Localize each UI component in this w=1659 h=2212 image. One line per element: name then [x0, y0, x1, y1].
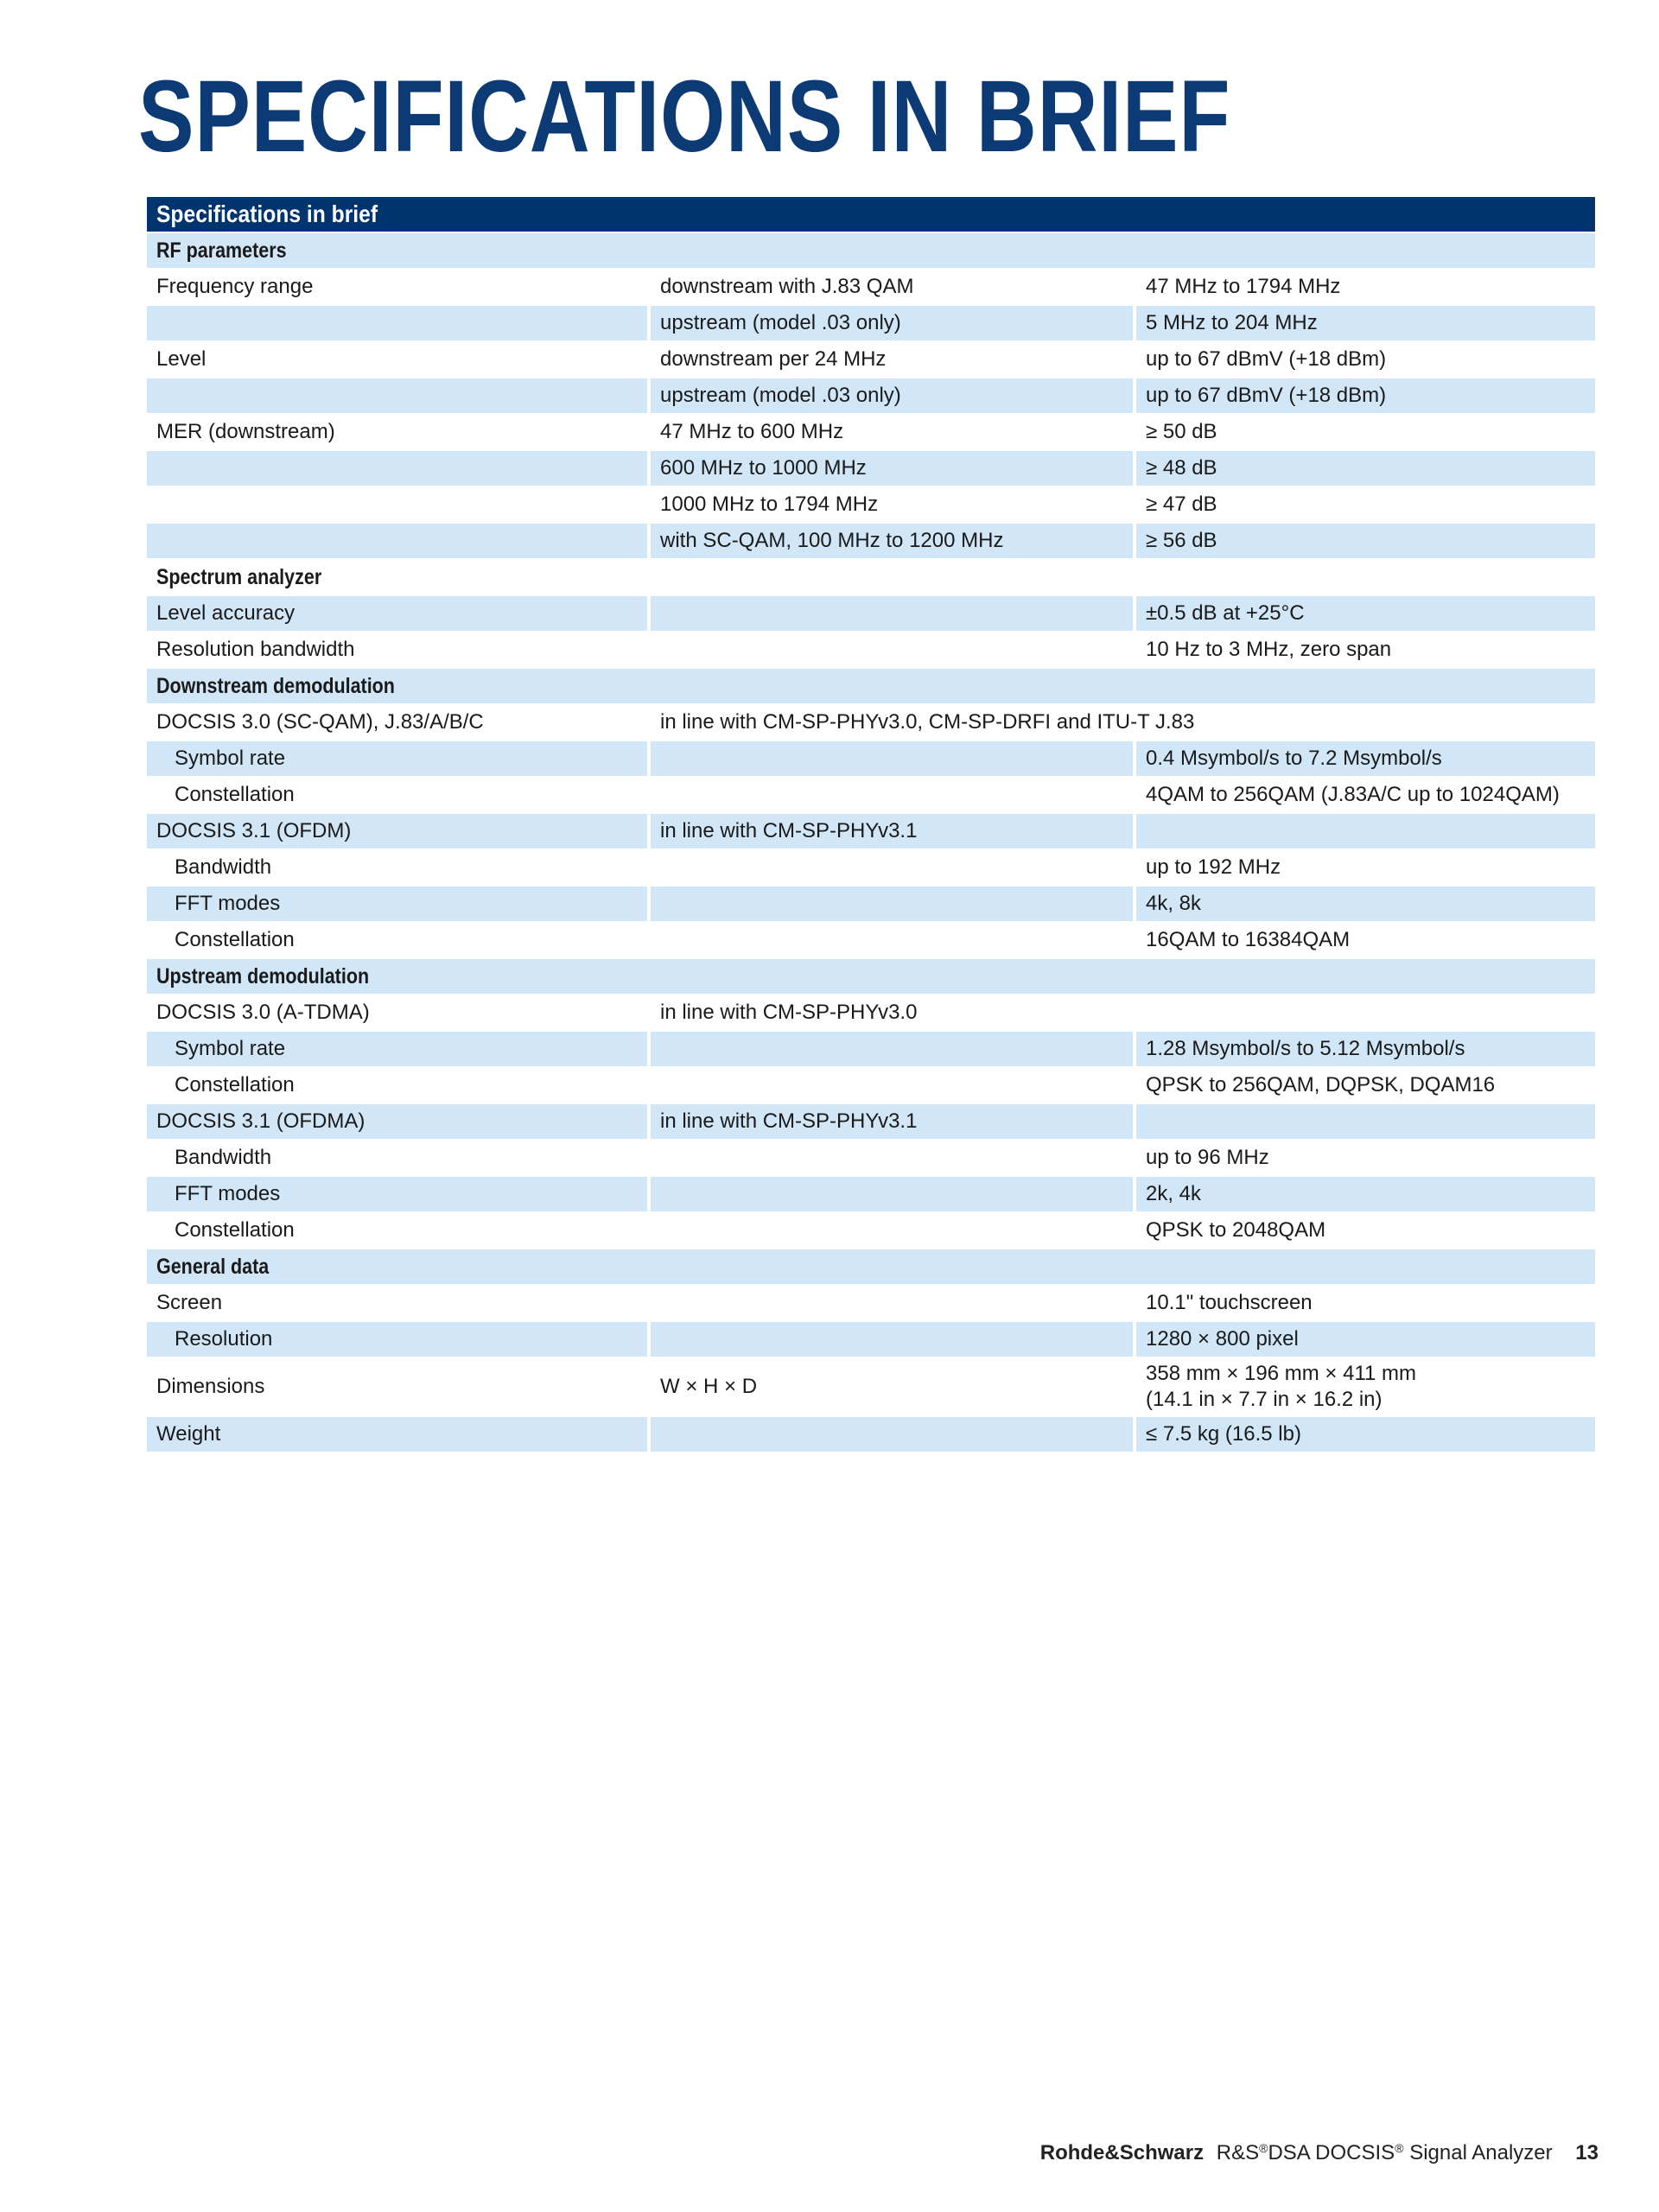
table-row: Bandwidth up to 192 MHz: [147, 850, 1595, 887]
table-row: Dimensions W × H × D 358 mm × 196 mm × 411 mm (14.1 in × 7.7 in × 16.2 in): [147, 1358, 1595, 1417]
table-row: Resolution 1280 × 800 pixel: [147, 1322, 1595, 1358]
section-header-upstream-demodulation: Upstream demodulation: [147, 959, 1595, 995]
brand-name: Rohde&Schwarz: [1039, 2141, 1205, 2164]
table-row: Resolution bandwidth 10 Hz to 3 MHz, zero span: [147, 632, 1595, 669]
table-row: MER (downstream) 47 MHz to 600 MHz ≥ 50 dB: [147, 415, 1595, 451]
page-number: 13: [1575, 2141, 1599, 2164]
product-suffix: Signal Analyzer: [1409, 2141, 1553, 2164]
table-row: Symbol rate 1.28 Msymbol/s to 5.12 Msymbol/s: [147, 1032, 1595, 1068]
table-row: DOCSIS 3.1 (OFDM) in line with CM-SP-PHYv3.1: [147, 814, 1595, 850]
table-caption-row: [147, 197, 1595, 233]
section-header-rf-parameters: RF parameters: [147, 233, 1595, 270]
table-row: 600 MHz to 1000 MHz ≥ 48 dB: [147, 451, 1595, 487]
table-row: Constellation QPSK to 256QAM, DQPSK, DQAM16: [147, 1068, 1595, 1104]
table-row: Constellation 16QAM to 16384QAM: [147, 923, 1595, 959]
registered-mark: ®: [1259, 2141, 1268, 2155]
table-caption: Specifications in brief: [147, 197, 1595, 233]
table-row: Constellation 4QAM to 256QAM (J.83A/C up to 1024QAM): [147, 778, 1595, 814]
page-footer: [1040, 2141, 1599, 2165]
table-row: FFT modes 2k, 4k: [147, 1177, 1595, 1213]
table-row: FFT modes 4k, 8k: [147, 887, 1595, 923]
table-row: Bandwidth up to 96 MHz: [147, 1141, 1595, 1177]
table-row: DOCSIS 3.0 (A-TDMA) in line with CM-SP-PHYv3.0: [147, 995, 1595, 1032]
product-prefix: R&S: [1216, 2141, 1260, 2164]
table-row: Screen 10.1" touchscreen: [147, 1286, 1595, 1322]
section-header-spectrum-analyzer: Spectrum analyzer: [147, 560, 1595, 596]
table-row: upstream (model .03 only) up to 67 dBmV (+18 dBm): [147, 378, 1595, 415]
table-row: upstream (model .03 only) 5 MHz to 204 MHz: [147, 306, 1595, 342]
registered-mark-2: ®: [1395, 2141, 1404, 2155]
table-row: Weight ≤ 7.5 kg (16.5 lb): [147, 1417, 1595, 1453]
section-header-general-data: General data: [147, 1249, 1595, 1286]
section-header-downstream-demodulation: Downstream demodulation: [147, 669, 1595, 705]
dimensions-metric: 358 mm × 196 mm × 411 mm: [1146, 1362, 1417, 1385]
specifications-table: [147, 197, 1595, 1453]
table-row: DOCSIS 3.1 (OFDMA) in line with CM-SP-PHYv3.1: [147, 1104, 1595, 1141]
table-row: DOCSIS 3.0 (SC-QAM), J.83/A/B/C in line with CM-SP-PHYv3.0, CM-SP-DRFI and ITU-T J.83: [147, 705, 1595, 741]
table-row: Symbol rate 0.4 Msymbol/s to 7.2 Msymbol/s: [147, 741, 1595, 778]
table-row: Level accuracy ±0.5 dB at +25°C: [147, 596, 1595, 632]
table-row: with SC-QAM, 100 MHz to 1200 MHz ≥ 56 dB: [147, 524, 1595, 560]
table-row: Level downstream per 24 MHz up to 67 dBmV (+18 dBm): [147, 342, 1595, 378]
table-row: Constellation QPSK to 2048QAM: [147, 1213, 1595, 1249]
dimensions-imperial: (14.1 in × 7.7 in × 16.2 in): [1146, 1388, 1382, 1411]
product-name: DSA DOCSIS: [1268, 2141, 1395, 2164]
table-row: Frequency range downstream with J.83 QAM 47 MHz to 1794 MHz: [147, 270, 1595, 306]
table-row: 1000 MHz to 1794 MHz ≥ 47 dB: [147, 487, 1595, 524]
page-title: SPECIFICATIONS IN BRIEF: [138, 60, 1231, 174]
